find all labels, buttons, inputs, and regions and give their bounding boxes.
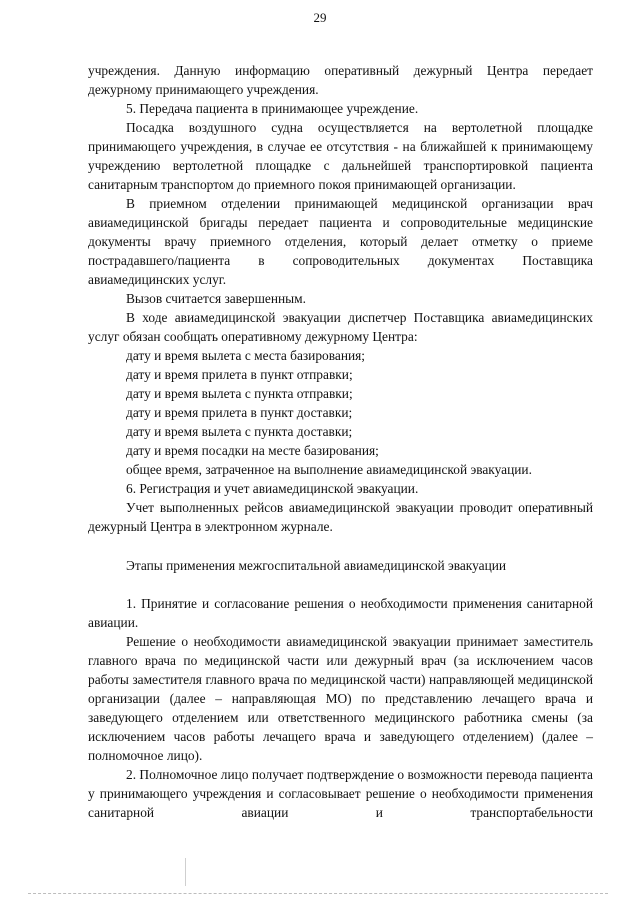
list-item: дату и время вылета с пункта доставки; [126,424,353,439]
paragraph: Учет выполненных рейсов авиамедицинской эвакуации проводит оперативный дежурный Центра в электронном журнале. [88,500,593,534]
page-number: 29 [313,10,327,25]
paragraph: Решение о необходимости авиамедицинской эвакуации принимает заместитель главного врача по медицинской части или дежурный врач (за исключением часов работы заместителя главного врача по медицинской части) направляющей медицинской организации (далее – направляющая МО) по представлению лечащего врача и заведующего отделением или ответственного медицинского работника смены (за исключением часов работы лечащего врача и заведующего отделением) (далее – полномочное лицо). [88,634,593,763]
paragraph: 2. Полномочное лицо получает подтверждение о возможности перевода пациента у принимающего учреждения и согласовывает решение о необходимости применения санитарной авиации и транспортабельности [88,767,593,820]
list-item: дату и время прилета в пункт отправки; [126,367,353,382]
list-item: дату и время посадки на месте базирования; [126,443,379,458]
paragraph: 5. Передача пациента в принимающее учреждение. [126,101,419,116]
paragraph: учреждения. Данную информацию оперативный дежурный Центра передает дежурному принимающего учреждения. [88,63,593,97]
document-body [88,61,593,822]
paragraph: В приемном отделении принимающей медицинской организации врач авиамедицинской бригады передает пациента и сопроводительные медицинские документы врачу приемного отделения, который делает отметку о приеме пострадавшего/пациента в сопроводительных документах Поставщика авиамедицинских услуг. [88,196,593,287]
scan-mark [185,858,186,886]
registration-heading: 6. Регистрация и учет авиамедицинской эвакуации. [126,481,419,496]
list-item: общее время, затраченное на выполнение авиамедицинской эвакуации. [126,462,532,477]
paragraph: Посадка воздушного судна осуществляется на вертолетной площадке принимающего учреждения, в случае ее отсутствия - на ближайшей к принимающему учреждению вертолетной площадке с дальнейшей транспортировкой пациента санитарным транспортом до приемного покоя принимающей организации. [88,120,593,192]
list-item: дату и время вылета с пункта отправки; [126,386,353,401]
paragraph: Вызов считается завершенным. [126,291,306,306]
footer-divider [28,893,608,894]
section-title: Этапы применения межгоспитальной авиамедицинской эвакуации [126,558,507,573]
paragraph: В ходе авиамедицинской эвакуации диспетчер Поставщика авиамедицинских услуг обязан сообщать оперативному дежурному Центра: [88,310,593,344]
list-item: дату и время вылета с места базирования; [126,348,366,363]
report-list [88,346,593,479]
paragraph: 1. Принятие и согласование решения о необходимости применения санитарной авиации. [88,596,593,630]
list-item: дату и время прилета в пункт доставки; [126,405,353,420]
